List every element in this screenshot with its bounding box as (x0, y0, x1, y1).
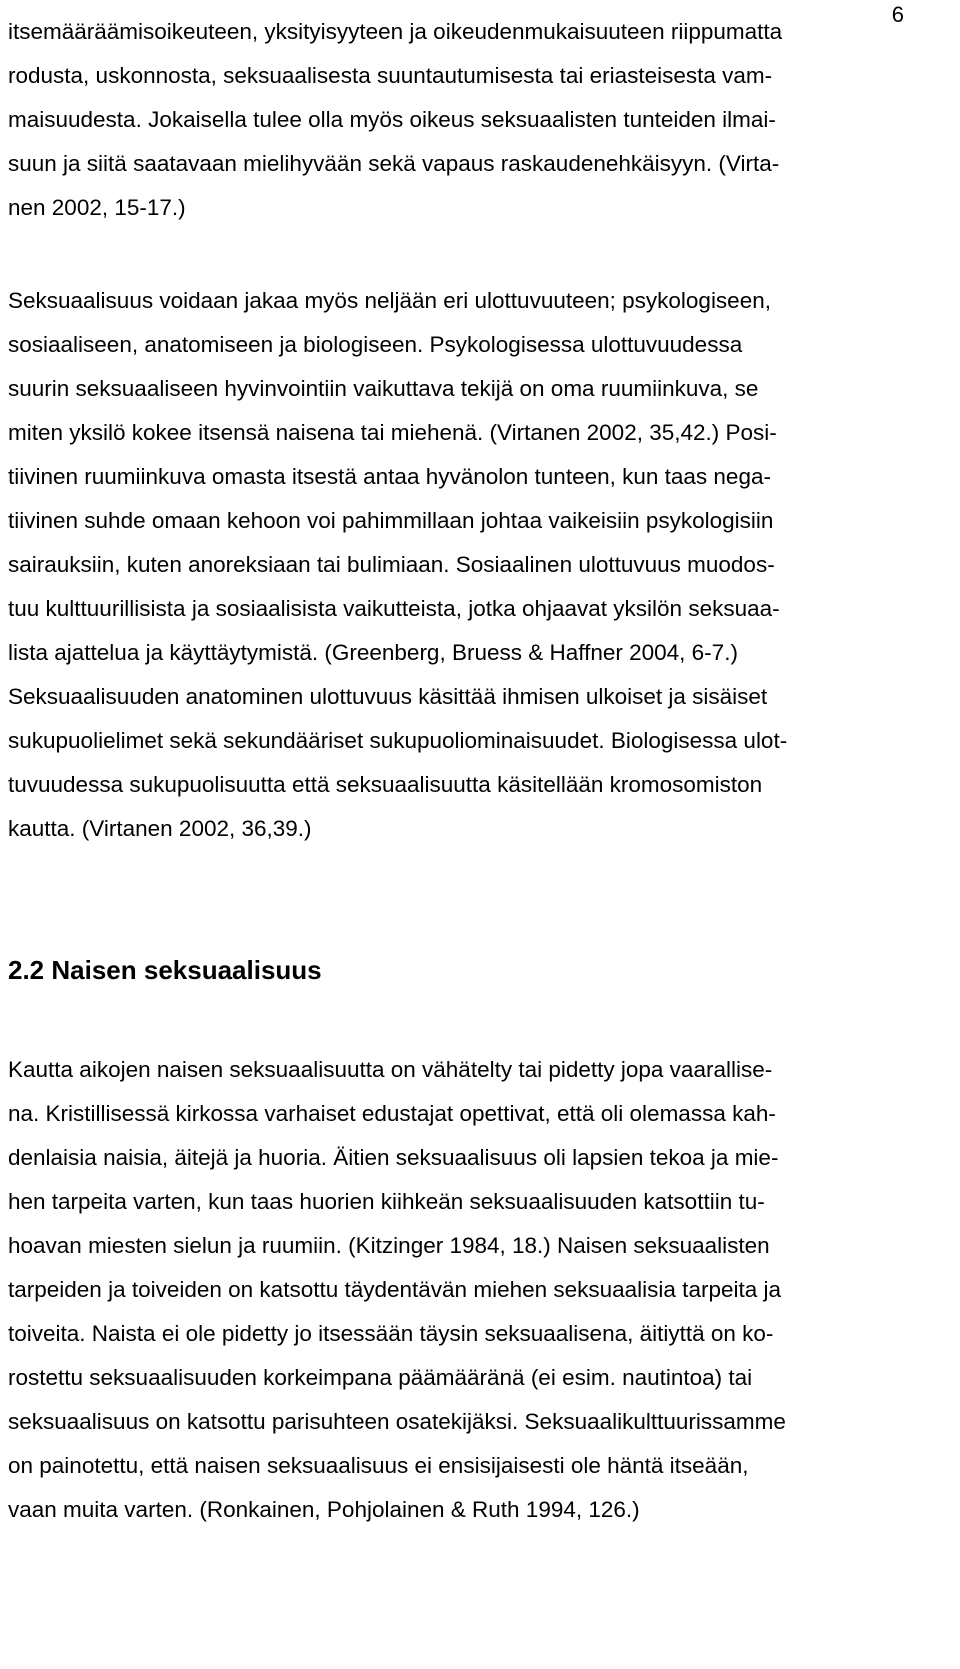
text-line: suurin seksuaaliseen hyvinvointiin vaikuttava tekijä on oma ruumiinkuva, se (8, 376, 759, 401)
text-line: rostettu seksuaalisuuden korkeimpana päämääränä (ei esim. nautintoa) tai (8, 1365, 753, 1390)
text-line: tiivinen ruumiinkuva omasta itsestä antaa hyvänolon tunteen, kun taas nega- (8, 464, 771, 489)
text-line: kautta. (Virtanen 2002, 36,39.) (8, 816, 312, 841)
text-line: sukupuolielimet sekä sekundääriset sukupuoliominaisuudet. Biologisessa ulot- (8, 728, 788, 753)
page-number: 6 (891, 2, 904, 27)
text-line: Seksuaalisuuden anatominen ulottuvuus käsittää ihmisen ulkoiset ja sisäiset (8, 684, 768, 709)
text-line: toiveita. Naista ei ole pidetty jo itsessään täysin seksuaalisena, äitiyttä on ko- (8, 1321, 774, 1346)
text-line: hen tarpeita varten, kun taas huorien kiihkeän seksuaalisuuden katsottiin tu- (8, 1189, 765, 1214)
text-line: maisuudesta. Jokaisella tulee olla myös oikeus seksuaalisten tunteiden ilmai- (8, 107, 776, 132)
text-line: rodusta, uskonnosta, seksuaalisesta suuntautumisesta tai eriasteisesta vam- (8, 63, 773, 88)
text-line: nen 2002, 15-17.) (8, 195, 186, 220)
text-line: vaan muita varten. (Ronkainen, Pohjolainen & Ruth 1994, 126.) (8, 1497, 640, 1522)
text-line: sairauksiin, kuten anoreksiaan tai bulimiaan. Sosiaalinen ulottuvuus muodos- (8, 552, 775, 577)
text-line: tuvuudessa sukupuolisuutta että seksuaalisuutta käsitellään kromosomiston (8, 772, 763, 797)
text-line: tuu kulttuurillisista ja sosiaalisista vaikutteista, jotka ohjaavat yksilön seksuaa- (8, 596, 780, 621)
section-heading: 2.2 Naisen seksuaalisuus (8, 955, 322, 985)
text-line: na. Kristillisessä kirkossa varhaiset edustajat opettivat, että oli olemassa kah- (8, 1101, 776, 1126)
text-line: on painotettu, että naisen seksuaalisuus ei ensisijaisesti ole häntä itseään, (8, 1453, 749, 1478)
text-line: Seksuaalisuus voidaan jakaa myös neljään eri ulottuvuuteen; psykologiseen, (8, 288, 771, 313)
text-line: tiivinen suhde omaan kehoon voi pahimmillaan johtaa vaikeisiin psykologisiin (8, 508, 774, 533)
text-line: itsemääräämisoikeuteen, yksityisyyteen ja oikeudenmukaisuuteen riippumatta (8, 19, 783, 44)
text-line: tarpeiden ja toiveiden on katsottu täydentävän miehen seksuaalisia tarpeita ja (8, 1277, 781, 1302)
text-line: Kautta aikojen naisen seksuaalisuutta on vähätelty tai pidetty jopa vaarallise- (8, 1057, 773, 1082)
text-line: miten yksilö kokee itsensä naisena tai miehenä. (Virtanen 2002, 35,42.) Posi- (8, 420, 777, 445)
text-line: sosiaaliseen, anatomiseen ja biologiseen. Psykologisessa ulottuvuudessa (8, 332, 743, 357)
text-line: lista ajattelua ja käyttäytymistä. (Greenberg, Bruess & Haffner 2004, 6-7.) (8, 640, 738, 665)
text-line: denlaisia naisia, äitejä ja huoria. Äitien seksuaalisuus oli lapsien tekoa ja mie- (8, 1145, 779, 1170)
text-line: hoavan miesten sielun ja ruumiin. (Kitzinger 1984, 18.) Naisen seksuaalisten (8, 1233, 770, 1258)
text-line: seksuaalisuus on katsottu parisuhteen osatekijäksi. Seksuaalikulttuurissamme (8, 1409, 786, 1434)
text-line: suun ja siitä saatavaan mielihyvään sekä vapaus raskaudenehkäisyyn. (Virta- (8, 151, 780, 176)
